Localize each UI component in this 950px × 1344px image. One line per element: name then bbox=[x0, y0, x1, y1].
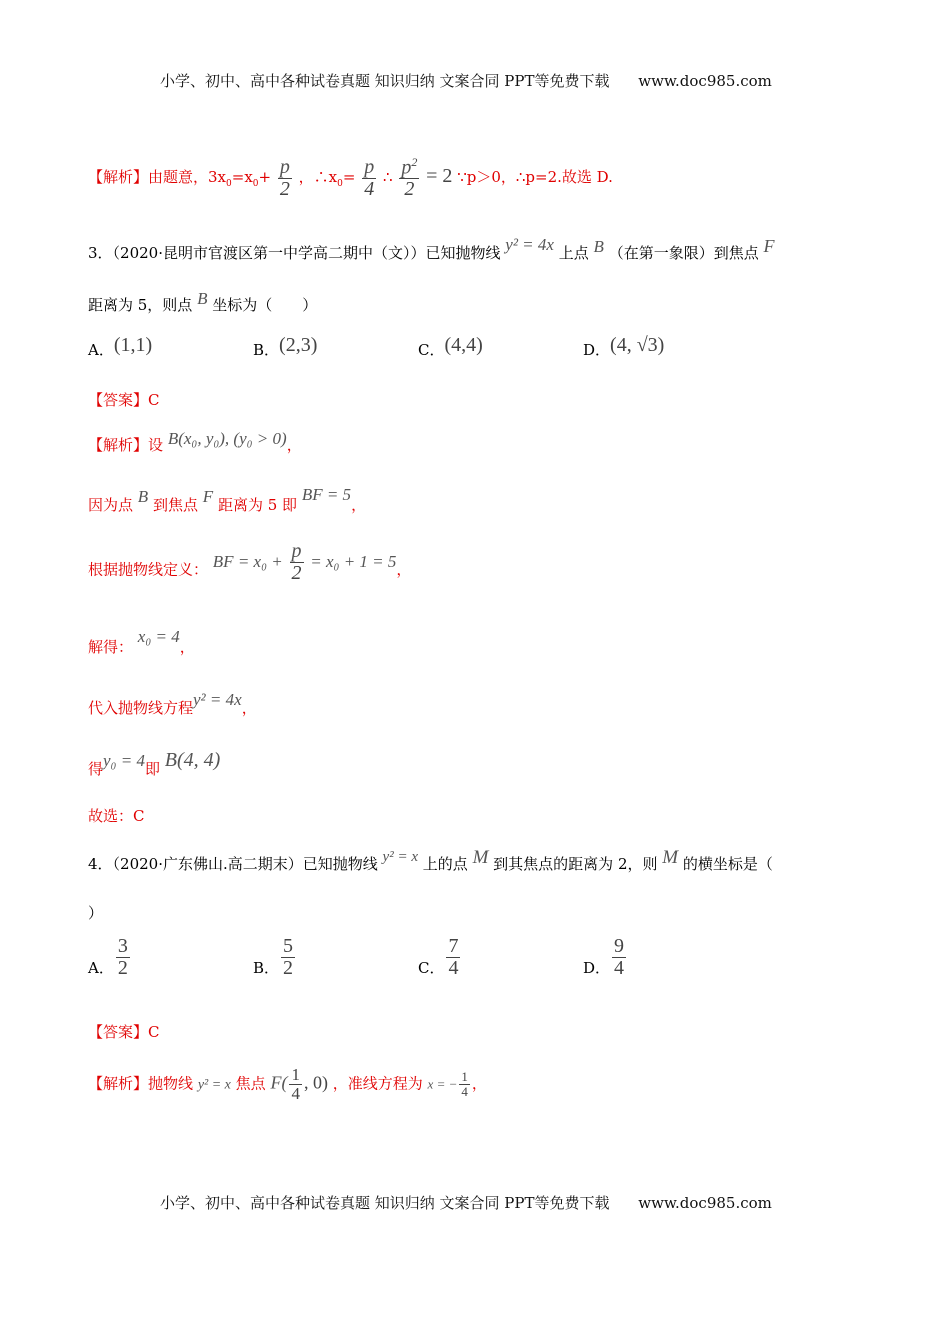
prev-frac-p2-2: $\frac{p^2}{2}$ bbox=[401, 154, 418, 201]
q3-stem-line1 bbox=[88, 235, 775, 263]
q3-prefix: 3．（2020·昆明市官渡区第一中学高二期中（文））已知抛物线 bbox=[88, 244, 501, 262]
q3-stem-line2 bbox=[88, 289, 318, 315]
q3-s6-math-1: y₀ = 4 bbox=[103, 751, 145, 770]
q3-option-c[interactable] bbox=[418, 334, 483, 361]
prev-sub-2: 0 bbox=[252, 179, 259, 189]
q4-prefix: 4．（2020·广东佛山.高二期末）已知抛物线 bbox=[88, 855, 378, 873]
q3-s3-math-2: = x₀ + 1 = 5 bbox=[310, 551, 397, 571]
prev-solution bbox=[88, 150, 613, 210]
prev-text-7: ∵p＞0，∴p=2.故选 D. bbox=[457, 168, 613, 186]
q3-option-d-value: (4, √3) bbox=[610, 334, 665, 356]
q4-answer bbox=[88, 1021, 160, 1042]
q3-solution-line5 bbox=[88, 690, 257, 718]
q4-point-m-2: M bbox=[662, 847, 679, 868]
header-url: www.doc985.com bbox=[638, 72, 772, 90]
q3-solution-line7 bbox=[88, 805, 144, 826]
q3-solution-line1 bbox=[88, 429, 302, 455]
q3-s2-f: F bbox=[202, 487, 214, 506]
q3-answer bbox=[88, 389, 160, 410]
q3-s4b: ， bbox=[179, 638, 195, 656]
q4-s1-f: F( bbox=[270, 1072, 288, 1093]
prev-eq: = 2 bbox=[426, 165, 453, 187]
q3-option-b-label: B． bbox=[253, 341, 280, 359]
q4-stem-line2 bbox=[88, 902, 103, 923]
prev-solution-label: 【解析】 bbox=[88, 168, 149, 186]
q4-s1-x: x = − bbox=[427, 1076, 458, 1092]
prev-text-4: ，∴x bbox=[298, 168, 338, 186]
q4-s1a: 抛物线 bbox=[148, 1074, 194, 1093]
q4-option-c-label: C． bbox=[418, 959, 445, 977]
q3-s2c: 距离为 5 即 bbox=[217, 496, 298, 514]
q4-answer-label: 【答案】 bbox=[88, 1023, 149, 1041]
q4-option-a[interactable] bbox=[88, 936, 132, 979]
q3-s2b: 到焦点 bbox=[152, 496, 198, 514]
prev-text-6: ∴ bbox=[383, 168, 393, 186]
q4-s1-end: , 0) bbox=[303, 1072, 328, 1093]
q3-answer-label: 【答案】 bbox=[88, 391, 149, 409]
q3-s1-math: B(x₀, y₀), (y₀ > 0) bbox=[167, 429, 287, 448]
q4-option-d-frac: $\frac{9}{4}$ bbox=[614, 935, 625, 979]
q4-s1b: 焦点 bbox=[235, 1074, 266, 1093]
q4-option-a-label: A． bbox=[88, 959, 114, 977]
q4-option-a-frac: $\frac{3}{2}$ bbox=[117, 935, 128, 979]
q3-s2-math: BF = 5 bbox=[301, 485, 352, 504]
q4-option-b[interactable] bbox=[253, 936, 297, 979]
q4-option-c-frac: $\frac{7}{4}$ bbox=[448, 935, 459, 979]
q3-s2-b: B bbox=[137, 487, 149, 506]
q3-s4a: 解得： bbox=[88, 638, 134, 656]
q4-s1-frac-2: $\frac{1}{4}$ bbox=[461, 1069, 468, 1099]
q4-s1d: ， bbox=[471, 1074, 487, 1093]
q3-mid2: （在第一象限）到焦点 bbox=[608, 244, 759, 262]
q3-option-c-value: (4,4) bbox=[444, 334, 483, 356]
q4-s1-frac: $\frac{1}{4}$ bbox=[291, 1065, 300, 1103]
q4-option-b-frac: $\frac{5}{2}$ bbox=[283, 935, 294, 979]
q3-s3-frac: $\frac{p}{2}$ bbox=[291, 540, 302, 584]
q3-option-d-label: D． bbox=[583, 341, 611, 359]
q3-s3a: 根据抛物线定义： bbox=[88, 560, 209, 579]
q4-option-d[interactable] bbox=[583, 936, 628, 979]
q3-s6-math-2: B(4, 4) bbox=[164, 749, 221, 771]
q3-solution-line6 bbox=[88, 749, 221, 780]
q3-s5a: 代入抛物线方程 bbox=[88, 699, 194, 717]
prev-frac-p-4: $\frac{p}{4}$ bbox=[364, 155, 375, 200]
page-footer bbox=[160, 1192, 772, 1213]
q4-mid3: 的横坐标是（ bbox=[682, 855, 773, 873]
q4-point-m: M bbox=[472, 847, 489, 868]
q3-answer-value: C bbox=[148, 391, 160, 409]
q3-s6a: 得 bbox=[88, 760, 104, 778]
q3-option-a-label: A． bbox=[88, 341, 114, 359]
q3-option-d[interactable] bbox=[583, 334, 665, 361]
q4-option-c[interactable] bbox=[418, 936, 462, 979]
prev-sub-3: 0 bbox=[337, 179, 343, 189]
prev-text-3: + bbox=[258, 168, 272, 186]
q3-mid1: 上点 bbox=[558, 244, 589, 262]
q3-s5-math: y² = 4x bbox=[193, 690, 242, 709]
q3-option-c-label: C． bbox=[418, 341, 445, 359]
q3-s2a: 因为点 bbox=[88, 496, 134, 514]
q4-s1-math: y² = x bbox=[197, 1077, 231, 1093]
q3-s2d: ， bbox=[351, 496, 367, 514]
q3-point-b: B bbox=[593, 237, 604, 256]
q3-solution-line2 bbox=[88, 485, 367, 515]
q3-option-b[interactable] bbox=[253, 334, 318, 361]
q4-answer-value: C bbox=[148, 1023, 160, 1041]
q4-solution-label: 【解析】 bbox=[88, 1074, 149, 1093]
q3-s1b: ， bbox=[286, 436, 302, 454]
q4-option-d-label: D． bbox=[583, 959, 611, 977]
q3-s7: 故选：C bbox=[88, 807, 145, 825]
prev-text-1: 由题意，3x bbox=[148, 168, 227, 186]
q3-line2b: 坐标为（ ） bbox=[212, 296, 318, 314]
q3-solution-line4 bbox=[88, 627, 195, 657]
page-header bbox=[160, 70, 772, 91]
q3-s1a: 设 bbox=[148, 436, 164, 454]
q4-mid1: 上的点 bbox=[422, 855, 468, 873]
q3-s3b: ， bbox=[396, 560, 412, 579]
footer-url: www.doc985.com bbox=[638, 1194, 772, 1212]
prev-text-5: = bbox=[342, 168, 356, 186]
q4-solution-line1 bbox=[88, 1066, 487, 1103]
q4-equation: y² = x bbox=[382, 849, 418, 865]
q3-option-a[interactable] bbox=[88, 334, 153, 361]
prev-text-2: =x bbox=[231, 168, 253, 186]
q3-s3-math-1: BF = x₀ + bbox=[212, 551, 283, 571]
q4-line2: ） bbox=[88, 904, 104, 922]
q3-solution-line3 bbox=[88, 540, 412, 592]
prev-frac-p-2: $\frac{p}{2}$ bbox=[279, 155, 290, 200]
q3-s4-math: x₀ = 4 bbox=[137, 627, 180, 646]
q4-mid2: 到其焦点的距离为 2，则 bbox=[493, 855, 658, 873]
header-text: 小学、初中、高中各种试卷真题 知识归纳 文案合同 PPT等免费下载 bbox=[160, 72, 610, 90]
q4-option-b-label: B． bbox=[253, 959, 280, 977]
q3-point-b-2: B bbox=[197, 289, 208, 308]
q3-option-a-value: (1,1) bbox=[113, 334, 153, 356]
q4-s1c: ，准线方程为 bbox=[332, 1074, 423, 1093]
q3-point-f: F bbox=[763, 236, 775, 256]
q4-stem-line1 bbox=[88, 847, 773, 875]
q3-solution-label: 【解析】 bbox=[88, 436, 149, 454]
q3-s6b: 即 bbox=[144, 760, 160, 778]
q3-option-b-value: (2,3) bbox=[279, 334, 318, 356]
prev-sub: 0 bbox=[226, 179, 232, 189]
q3-s5b: ， bbox=[241, 699, 257, 717]
q3-equation: y² = 4x bbox=[505, 235, 554, 254]
footer-text: 小学、初中、高中各种试卷真题 知识归纳 文案合同 PPT等免费下载 bbox=[160, 1194, 610, 1212]
q3-line2a: 距离为 5，则点 bbox=[88, 296, 193, 314]
